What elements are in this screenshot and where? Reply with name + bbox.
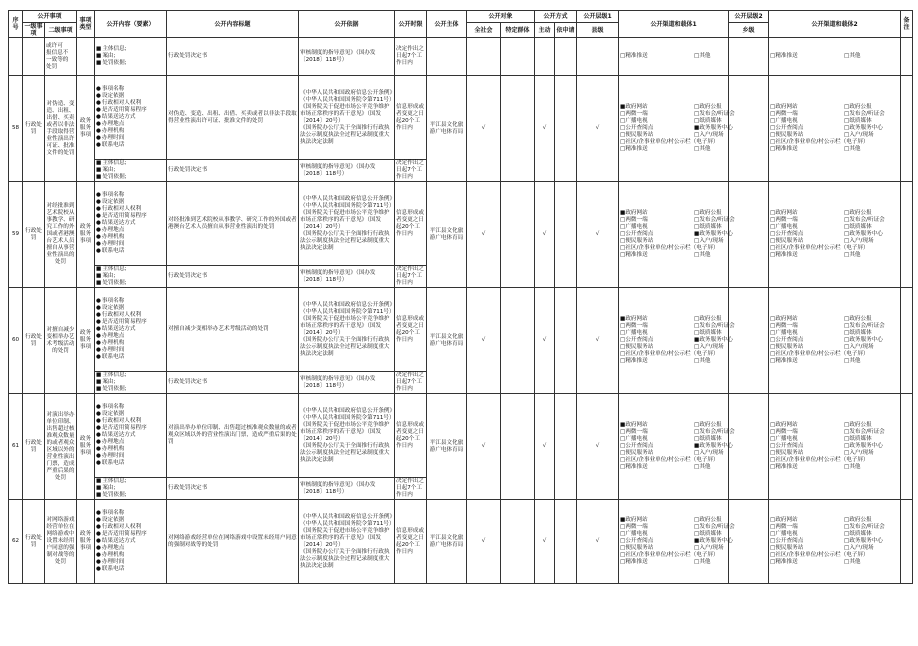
standard-cell: 对演出举办单位印制、出售超过核准观众数量的或者观众区域以外的营业性演出门票，造成严重后果的处罚 — [167, 394, 299, 478]
seq-cell: 58 — [9, 76, 23, 182]
header-county: 县级 — [577, 23, 619, 38]
basis-cell: 《中华人民共和国政府信息公开条例》（中华人民共和国国务院令第711号） 《国务院关于促进市场公平竞争维护市场正常秩序的若干意见》（国发〔2014〕20号） 《国务院办公厅关于全面推行行政执法公示制度执法全过程记录制度重大执法决定法制 — [299, 182, 395, 266]
type-cell: 政务服务事项 — [77, 500, 95, 584]
table-row — [9, 76, 913, 160]
header-basis: 公开依据 — [299, 11, 395, 38]
standard-cell: 对网络游戏经营单位在网络游戏中设置未经用户同意的强制对战等的处罚 — [167, 500, 299, 584]
check-active: √ — [535, 500, 555, 584]
level2-cell: 对擅自减少变相举办艺术考级活动的处罚 — [45, 288, 77, 394]
header-channel1: 公开渠道和载体1 — [619, 11, 729, 38]
basis-cell: 《中华人民共和国政府信息公开条例》（中华人民共和国国务院令第711号） 《国务院关于促进市场公平竞争维护市场正常秩序的若干意见》（国发〔2014〕20号） 《国务院办公厅关于全面推行行政执法公示制度执法全过程记录制度重大执法决定法制 — [299, 500, 395, 584]
standard-cell: 行政处罚决定书 — [167, 160, 299, 182]
disclosure-table — [8, 10, 913, 584]
basis-cell: 《中华人民共和国政府信息公开条例》（中华人民共和国国务院令第711号） 《国务院关于促进市场公平竞争维护市场正常秩序的若干意见》（国发〔2014〕20号） 《国务院办公厅关于全面推行行政执法公示制度执法全过程记录制度重大执法决定法制 — [299, 288, 395, 372]
type-cell: 政务服务事项 — [77, 76, 95, 182]
level1-cell: 行政处罚 — [23, 288, 45, 394]
timing-cell: 决定作出之日起7个工作日内 — [395, 478, 427, 500]
seq-cell: 61 — [9, 394, 23, 500]
standard-cell: 行政处罚决定书 — [167, 372, 299, 394]
header-timing: 公开时限 — [395, 11, 427, 38]
content-cell: ● 事项名称 ● 设定依据 ● 行政相对人权利 ● 是否适用简易程序 ● 结果送达方式 ● 办理地点 ● 办理机构 ● 办理时间 ● 联系电话 — [95, 182, 167, 266]
level2-cell: 或许可 报信息不 一致等的 处罚 — [45, 38, 77, 76]
channel2-cell: □政府网站 □政府公报 □两微一端 □发布会/听证会 □广播电视 □纸质媒体 □公开查阅点 □政务服务中心 □便民服务站 □入户/现场 □社区/企事业单位/村公示栏（电子屏） □精准推送 □其他 — [769, 500, 901, 584]
level1-cell: 行政处罚 — [23, 394, 45, 500]
header-subject: 公开主体 — [427, 11, 467, 38]
standard-cell: 行政处罚决定书 — [167, 38, 299, 76]
header-seq: 序号 — [9, 11, 23, 38]
type-cell: 政务服务事项 — [77, 182, 95, 288]
standard-cell: 行政处罚决定书 — [167, 478, 299, 500]
standard-cell: 对经批准到艺术院校从事教学、研究工作的外国或者港澳台艺术人员擅自从事营业性演出的处罚 — [167, 182, 299, 266]
subject-cell: 平江县文化旅游广电体育局 — [427, 288, 467, 394]
content-cell: ● 事项名称 ● 设定依据 ● 行政相对人权利 ● 是否适用简易程序 ● 结果送达方式 ● 办理地点 ● 办理机构 ● 办理时间 ● 联系电话 — [95, 394, 167, 478]
check-all-society: √ — [467, 394, 501, 500]
check-county: √ — [577, 288, 619, 394]
content-cell: ■ 主体信息; ■ 案由; ■ 处罚依据; — [95, 478, 167, 500]
header-level2: 二级事项 — [45, 23, 77, 38]
header-active: 主动 — [535, 23, 555, 38]
check-active: √ — [535, 288, 555, 394]
channel2-cell: □政府网站 □政府公报 □两微一端 □发布会/听证会 □广播电视 □纸质媒体 □公开查阅点 □政务服务中心 □便民服务站 □入户/现场 □社区/企事业单位/村公示栏（电子屏） □精准推送 □其他 — [769, 182, 901, 288]
seq-cell: 59 — [9, 182, 23, 288]
subject-cell: 平江县文化旅游广电体育局 — [427, 394, 467, 500]
basis-cell: 审核制度的指导意见》（国办发〔2018〕118号） — [299, 266, 395, 288]
content-cell: ■ 主体信息; ■ 案由; ■ 处罚依据; — [95, 160, 167, 182]
standard-cell: 对伪造、变造、出租、出借、买卖或者以非法手段取得营业性演出许可证、批准文件的处罚 — [167, 76, 299, 160]
timing-cell: 信息形成或者变更之日起20个工作日内 — [395, 394, 427, 478]
basis-cell: 审核制度的指导意见》（国办发〔2018〕118号） — [299, 478, 395, 500]
header-tier1: 公开层级1 — [577, 11, 619, 23]
header-standard: 公开内容标题 — [167, 11, 299, 38]
timing-cell: 信息形成或者变更之日起20个工作日内 — [395, 500, 427, 584]
timing-cell: 决定作出之日起7个工作日内 — [395, 372, 427, 394]
header-tier2: 公开层级2 — [729, 11, 769, 23]
channel2-cell: □精准推送 □其他 — [769, 38, 901, 76]
content-cell: ■ 主体信息; ■ 案由; ■ 处罚依据; — [95, 372, 167, 394]
content-cell: ● 事项名称 ● 设定依据 ● 行政相对人权利 ● 是否适用简易程序 ● 结果送达方式 ● 办理地点 ● 办理机构 ● 办理时间 ● 联系电话 — [95, 288, 167, 372]
timing-cell: 信息形成或者变更之日起20个工作日内 — [395, 76, 427, 160]
channel2-cell: □政府网站 □政府公报 □两微一端 □发布会/听证会 □广播电视 □纸质媒体 □公开查阅点 □政务服务中心 □便民服务站 □入户/现场 □社区/企事业单位/村公示栏（电子屏） □精准推送 □其他 — [769, 288, 901, 394]
content-cell: ● 事项名称 ● 设定依据 ● 行政相对人权利 ● 是否适用简易程序 ● 结果送达方式 ● 办理地点 ● 办理机构 ● 办理时间 ● 联系电话 — [95, 76, 167, 160]
timing-cell: 决定作出之日起7个工作日内 — [395, 38, 427, 76]
table-row-partial — [9, 38, 913, 76]
check-active: √ — [535, 394, 555, 500]
channel1-cell: ■政府网站 □政府公报 □两微一端 □发布会/听证会 □广播电视 □纸质媒体 □公开查阅点 ■政务服务中心 □便民服务站 □入户/现场 □社区/企事业单位/村公示栏（电子屏） □精准推送 □其他 — [619, 288, 729, 394]
check-county: √ — [577, 182, 619, 288]
header-apply: 依申请 — [555, 23, 577, 38]
check-county: √ — [577, 76, 619, 182]
level2-cell: 对演出举办单位印制、出售超过核准观众数量的或者观众区域以外的营业性演出门票，造成严重后果的处罚 — [45, 394, 77, 500]
table-row — [9, 182, 913, 266]
channel2-cell: □政府网站 □政府公报 □两微一端 □发布会/听证会 □广播电视 □纸质媒体 □公开查阅点 □政务服务中心 □便民服务站 □入户/现场 □社区/企事业单位/村公示栏（电子屏） □精准推送 □其他 — [769, 394, 901, 500]
timing-cell: 信息形成或者变更之日起20个工作日内 — [395, 288, 427, 372]
header-specific: 特定群体 — [501, 23, 535, 38]
basis-cell: 《中华人民共和国政府信息公开条例》（中华人民共和国国务院令第711号） 《国务院关于促进市场公平竞争维护市场正常秩序的若干意见》（国发〔2014〕20号） 《国务院办公厅关于全面推行行政执法公示制度执法全过程记录制度重大执法决定法制 — [299, 394, 395, 478]
header-content: 公开内容（要素） — [95, 11, 167, 38]
basis-cell: 《中华人民共和国政府信息公开条例》（中华人民共和国国务院令第711号） 《国务院关于促进市场公平竞争维护市场正常秩序的若干意见》（国发〔2014〕20号） 《国务院办公厅关于全面推行行政执法公示制度执法全过程记录制度重大执法决定法制 — [299, 76, 395, 160]
header-remark: 备注 — [901, 11, 913, 38]
channel1-cell: ■政府网站 □政府公报 □两微一端 □发布会/听证会 □广播电视 □纸质媒体 □公开查阅点 ■政务服务中心 □便民服务站 □入户/现场 □社区/企事业单位/村公示栏（电子屏） □精准推送 □其他 — [619, 500, 729, 584]
level1-cell: 行政处罚 — [23, 76, 45, 182]
header-item-type: 事项类型 — [77, 11, 95, 38]
seq-cell: 62 — [9, 500, 23, 584]
channel1-cell: ■政府网站 □政府公报 □两微一端 □发布会/听证会 □广播电视 □纸质媒体 □公开查阅点 ■政务服务中心 □便民服务站 □入户/现场 □社区/企事业单位/村公示栏（电子屏） □精准推送 □其他 — [619, 182, 729, 288]
subject-cell: 平江县文化旅游广电体育局 — [427, 76, 467, 182]
level2-cell: 对伪造、变造、出租、出借、买卖或者以非法手段取得营业性演出许可证、批准文件的处罚 — [45, 76, 77, 182]
check-all-society: √ — [467, 182, 501, 288]
check-county: √ — [577, 500, 619, 584]
check-active: √ — [535, 76, 555, 182]
table-row — [9, 394, 913, 478]
check-all-society: √ — [467, 500, 501, 584]
table-row — [9, 500, 913, 584]
check-county: √ — [577, 394, 619, 500]
content-cell: ■ 主体信息; ■ 案由; ■ 处罚依据; — [95, 38, 167, 76]
subject-cell: 平江县文化旅游广电体育局 — [427, 182, 467, 288]
header-target: 公开对象 — [467, 11, 535, 23]
level1-cell: 行政处罚 — [23, 182, 45, 288]
basis-cell: 审核制度的指导意见》（国办发〔2018〕118号） — [299, 38, 395, 76]
header-township: 乡级 — [729, 23, 769, 38]
channel1-cell: ■政府网站 □政府公报 □两微一端 □发布会/听证会 □广播电视 □纸质媒体 □公开查阅点 ■政务服务中心 □便民服务站 □入户/现场 □社区/企事业单位/村公示栏（电子屏） □精准推送 □其他 — [619, 394, 729, 500]
level2-cell: 对经批准到艺术院校从事教学、研究工作的外国或者港澳台艺术人员擅自从事营业性演出的处罚 — [45, 182, 77, 288]
basis-cell: 审核制度的指导意见》（国办发〔2018〕118号） — [299, 372, 395, 394]
timing-cell: 信息形成或者变更之日起20个工作日内 — [395, 182, 427, 266]
check-active: √ — [535, 182, 555, 288]
type-cell: 政务服务事项 — [77, 394, 95, 500]
table-row — [9, 288, 913, 372]
header-public-items: 公开事项 — [23, 11, 77, 23]
level2-cell: 对网络游戏经营单位在网络游戏中设置未经用户同意的强制对战等的处罚 — [45, 500, 77, 584]
header-method: 公开方式 — [535, 11, 577, 23]
channel1-cell: □精准推送 □其他 — [619, 38, 729, 76]
standard-cell: 对擅自减少变相举办艺术考级活动的处罚 — [167, 288, 299, 372]
type-cell: 政务服务事项 — [77, 288, 95, 394]
content-cell: ■ 主体信息; ■ 案由; ■ 处罚依据; — [95, 266, 167, 288]
basis-cell: 审核制度的指导意见》（国办发〔2018〕118号） — [299, 160, 395, 182]
standard-cell: 行政处罚决定书 — [167, 266, 299, 288]
seq-cell: 60 — [9, 288, 23, 394]
header-level1: 一级事项 — [24, 23, 43, 37]
channel2-cell: □政府网站 □政府公报 □两微一端 □发布会/听证会 □广播电视 □纸质媒体 □公开查阅点 □政务服务中心 □便民服务站 □入户/现场 □社区/企事业单位/村公示栏（电子屏） □精准推送 □其他 — [769, 76, 901, 182]
content-cell: ● 事项名称 ● 设定依据 ● 行政相对人权利 ● 是否适用简易程序 ● 结果送达方式 ● 办理地点 ● 办理机构 ● 办理时间 ● 联系电话 — [95, 500, 167, 584]
timing-cell: 决定作出之日起7个工作日内 — [395, 160, 427, 182]
header-all-society: 全社会 — [467, 23, 501, 38]
level1-cell: 行政处罚 — [23, 500, 45, 584]
check-all-society: √ — [467, 288, 501, 394]
subject-cell: 平江县文化旅游广电体育局 — [427, 500, 467, 584]
channel1-cell: ■政府网站 □政府公报 □两微一端 □发布会/听证会 □广播电视 □纸质媒体 □公开查阅点 ■政务服务中心 □便民服务站 □入户/现场 □社区/企事业单位/村公示栏（电子屏） □精准推送 □其他 — [619, 76, 729, 182]
timing-cell: 决定作出之日起7个工作日内 — [395, 266, 427, 288]
header-channel2: 公开渠道和载体2 — [769, 11, 901, 38]
check-all-society: √ — [467, 76, 501, 182]
